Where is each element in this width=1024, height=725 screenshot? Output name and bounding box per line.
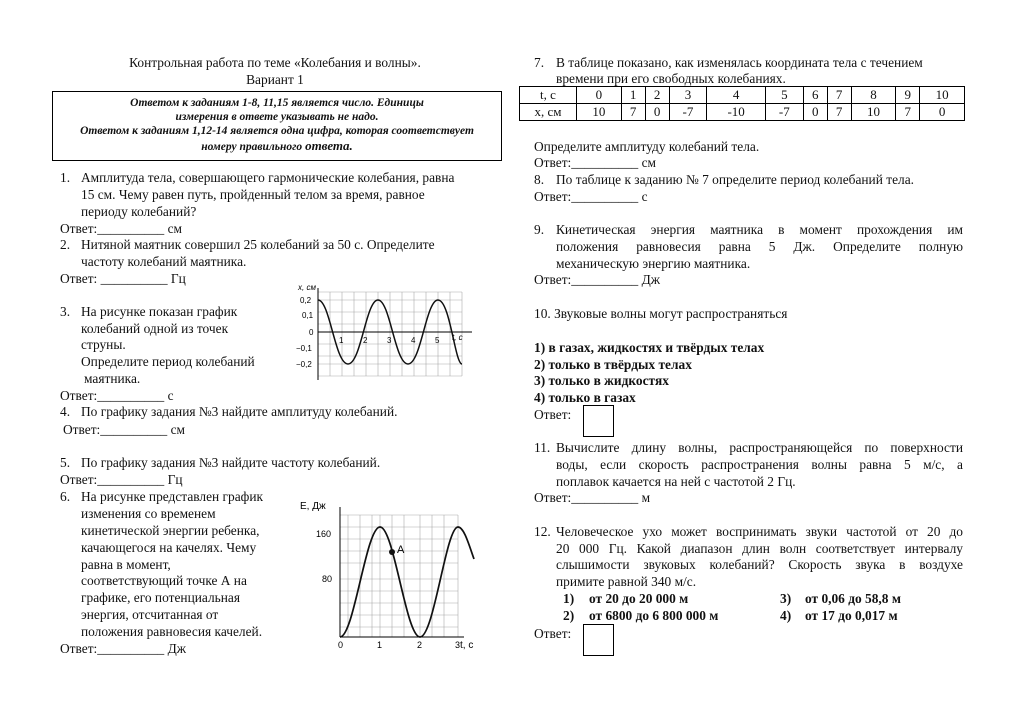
q3-x-label: t, c bbox=[452, 333, 463, 342]
q12-line-1: Человеческое ухо может воспринимать звуки частотой от 20 до bbox=[556, 524, 963, 539]
table-cell: 7 bbox=[621, 104, 645, 121]
table-cell: 7 bbox=[827, 87, 851, 104]
table-cell: -7 bbox=[669, 104, 707, 121]
q12-number: 12. bbox=[534, 524, 551, 539]
q6-line-6: соответствующий точке А на bbox=[81, 573, 247, 588]
table-cell: 10 bbox=[577, 104, 622, 121]
q6-xtick-2: 2 bbox=[417, 640, 423, 650]
q7-number: 7. bbox=[534, 55, 545, 70]
q7-line-1: В таблице показано, как изменялась координата тела с течением bbox=[556, 55, 923, 70]
q6-answer[interactable]: Ответ:__________ Дж bbox=[60, 641, 186, 656]
table-cell: 10 bbox=[851, 104, 896, 121]
table-cell: 7 bbox=[827, 104, 851, 121]
q11-line-1: Вычислите длину волны, распространяющейся по поверхности bbox=[556, 440, 963, 455]
q7-question: Определите амплитуду колебаний тела. bbox=[534, 139, 760, 154]
table-cell: 6 bbox=[803, 87, 827, 104]
table-cell: 2 bbox=[645, 87, 669, 104]
q6-ytick-0: 0 bbox=[338, 640, 344, 650]
q10-option-4[interactable]: 4) только в газах bbox=[534, 390, 636, 405]
q2-number: 2. bbox=[60, 237, 71, 252]
q3-answer[interactable]: Ответ:__________ с bbox=[60, 388, 174, 403]
q3-line-2: колебаний одной из точек bbox=[81, 321, 229, 336]
q12-line-3: слышимости звуковых колебаний? Скорость звука в воздухе bbox=[556, 557, 963, 572]
q6-energy-graph bbox=[294, 495, 490, 651]
q7-table-row-x bbox=[520, 104, 965, 121]
q12-option-2[interactable]: от 6800 до 6 800 000 м bbox=[589, 608, 719, 623]
table-cell: 4 bbox=[707, 87, 766, 104]
q2-line-1: Нитяной маятник совершил 25 колебаний за 50 с. Определите bbox=[81, 237, 435, 252]
q12-line-4: примите равной 340 м/с. bbox=[556, 574, 697, 589]
q6-line-1: На рисунке представлен график bbox=[81, 489, 264, 504]
q1-line-2: 15 см. Чему равен путь, пройденный телом за время, равное bbox=[81, 187, 425, 202]
instructions-line-4 bbox=[53, 138, 501, 155]
q1-answer[interactable]: Ответ:__________ см bbox=[60, 221, 182, 236]
q10-answer-label: Ответ: bbox=[534, 407, 572, 422]
table-cell: 1 bbox=[621, 87, 645, 104]
q3-line-5: маятника. bbox=[84, 371, 141, 386]
q2-line-2: частоту колебаний маятника. bbox=[81, 254, 247, 269]
q3-ytick-neg0.2: −0,2 bbox=[296, 360, 312, 369]
q6-line-3: кинетической энергии ребенка, bbox=[81, 523, 260, 538]
q3-line-4: Определите период колебаний bbox=[81, 354, 255, 369]
q11-line-2: воды, если скорость распространения волны равна 5 м/с, а bbox=[556, 457, 963, 472]
q3-y-label: x, см bbox=[298, 283, 316, 292]
table-cell: 0 bbox=[645, 104, 669, 121]
q3-ytick-0.2: 0,2 bbox=[300, 296, 312, 305]
table-cell: 0 bbox=[577, 87, 622, 104]
q1-line-1: Амплитуда тела, совершающего гармонические колебания, равна bbox=[81, 170, 455, 185]
q11-line-3: поплавок качается на ней с частотой 2 Гц. bbox=[556, 474, 796, 489]
q1-number: 1. bbox=[60, 170, 71, 185]
q12-option-4-num: 4) bbox=[780, 608, 792, 623]
q3-ytick-0.1: 0,1 bbox=[302, 311, 314, 320]
q4-line-1: По графику задания №3 найдите амплитуду колебаний. bbox=[81, 404, 398, 419]
q4-number: 4. bbox=[60, 404, 71, 419]
table-cell: 3 bbox=[669, 87, 707, 104]
instructions-line-4b: ответа. bbox=[305, 138, 353, 153]
q6-x-label: t, c bbox=[460, 640, 474, 651]
q9-line-1: Кинетическая энергия маятника в момент прохождения им bbox=[556, 222, 963, 237]
q2-answer[interactable]: Ответ: __________ Гц bbox=[60, 271, 186, 286]
table-cell: -7 bbox=[765, 104, 803, 121]
q3-ytick-neg0.1: −0,1 bbox=[296, 344, 312, 353]
instructions-line-1: Ответом к заданиям 1-8, 11,15 является число. Единицы bbox=[130, 97, 424, 109]
q5-line-1: По графику задания №3 найдите частоту колебаний. bbox=[81, 455, 381, 470]
q3-ytick-0: 0 bbox=[309, 328, 314, 337]
q3-line-1: На рисунке показан график bbox=[81, 304, 238, 319]
q6-y-label: E, Дж bbox=[300, 501, 326, 512]
table-cell: t, с bbox=[520, 87, 577, 104]
table-cell: 0 bbox=[803, 104, 827, 121]
q3-number: 3. bbox=[60, 304, 71, 319]
q7-data-table bbox=[519, 86, 965, 121]
q5-number: 5. bbox=[60, 455, 71, 470]
table-cell: 8 bbox=[851, 87, 896, 104]
page-title: Контрольная работа по теме «Колебания и волны». bbox=[129, 55, 421, 70]
table-cell: 7 bbox=[896, 104, 920, 121]
q9-line-2: положения равновесия равна 5 Дж. Определите полную bbox=[556, 239, 963, 254]
q10-option-1[interactable]: 1) в газах, жидкостях и твёрдых телах bbox=[534, 340, 765, 355]
q11-number: 11. bbox=[534, 440, 551, 455]
table-cell: x, см bbox=[520, 104, 577, 121]
q12-answer-box[interactable] bbox=[583, 624, 614, 656]
q9-answer[interactable]: Ответ:__________ Дж bbox=[534, 272, 660, 287]
q5-answer[interactable]: Ответ:__________ Гц bbox=[60, 472, 183, 487]
q6-line-4: качающегося на качелях. Чему bbox=[81, 540, 257, 555]
instructions-line-2: измерения в ответе указывать не надо. bbox=[175, 111, 379, 123]
q12-option-4[interactable]: от 17 до 0,017 м bbox=[805, 608, 898, 623]
q10-option-2[interactable]: 2) только в твёрдых телах bbox=[534, 357, 692, 372]
q12-option-2-num: 2) bbox=[563, 608, 575, 623]
q6-line-8: энергия, отсчитанная от bbox=[81, 607, 219, 622]
q9-number: 9. bbox=[534, 222, 545, 237]
q11-answer[interactable]: Ответ:__________ м bbox=[534, 490, 651, 505]
instructions-line-4a: номеру правильного bbox=[201, 141, 306, 153]
table-cell: 5 bbox=[765, 87, 803, 104]
q6-ytick-80: 80 bbox=[322, 574, 333, 584]
variant-label: Вариант 1 bbox=[246, 72, 304, 87]
q6-line-5: равна в момент, bbox=[81, 557, 171, 572]
instructions-box bbox=[52, 91, 502, 161]
q6-xtick-1: 1 bbox=[377, 640, 383, 650]
q6-line-2: изменения со временем bbox=[81, 506, 216, 521]
q6-ytick-160: 160 bbox=[316, 529, 332, 539]
q7-table-row-time bbox=[520, 87, 965, 104]
q12-option-1-num: 1) bbox=[563, 591, 575, 606]
q3-line-3: струны. bbox=[81, 337, 126, 352]
q12-option-3[interactable]: от 0,06 до 58,8 м bbox=[805, 591, 901, 606]
q3-xtick-2: 2 bbox=[363, 336, 368, 345]
q3-xtick-5: 5 bbox=[435, 336, 440, 345]
q7-line-2: времени при его свободных колебаниях. bbox=[556, 71, 786, 86]
q6-line-9: положения равновесия качелей. bbox=[81, 624, 263, 639]
table-cell: 9 bbox=[896, 87, 920, 104]
q6-line-7: графике, его потенциальная bbox=[81, 590, 241, 605]
q3-xtick-4: 4 bbox=[411, 336, 416, 345]
q6-xtick-3: 3 bbox=[455, 640, 461, 650]
q1-line-3: периоду колебаний? bbox=[81, 204, 197, 219]
instructions-line-3: Ответом к заданиям 1,12-14 является одна цифра, которая соответствует bbox=[80, 125, 474, 137]
q3-oscillation-graph bbox=[288, 282, 478, 386]
table-cell: 10 bbox=[920, 87, 965, 104]
table-cell: 0 bbox=[920, 104, 965, 121]
q12-option-1[interactable]: от 20 до 20 000 м bbox=[589, 591, 689, 606]
q6-number: 6. bbox=[60, 489, 71, 504]
q10-option-3[interactable]: 3) только в жидкостях bbox=[534, 373, 669, 388]
q8-line-1: По таблице к заданию № 7 определите период колебаний тела. bbox=[556, 172, 915, 187]
q12-answer-label: Ответ: bbox=[534, 626, 572, 641]
q8-answer[interactable]: Ответ:__________ с bbox=[534, 189, 648, 204]
q7-answer[interactable]: Ответ:__________ см bbox=[534, 155, 656, 170]
q9-line-3: механическую энергию маятника. bbox=[556, 256, 751, 271]
q3-xtick-3: 3 bbox=[387, 336, 392, 345]
q3-xtick-1: 1 bbox=[339, 336, 344, 345]
q4-answer[interactable]: Ответ:__________ см bbox=[63, 422, 185, 437]
q12-line-2: 20 000 Гц. Какой диапазон длин волн соответствует интервалу bbox=[556, 541, 963, 556]
q8-number: 8. bbox=[534, 172, 545, 187]
q6-point-a bbox=[389, 549, 395, 555]
q12-option-3-num: 3) bbox=[780, 591, 792, 606]
q10-line-1: 10. Звуковые волны могут распространяться bbox=[534, 306, 788, 321]
q10-answer-box[interactable] bbox=[583, 405, 614, 437]
table-cell: -10 bbox=[707, 104, 766, 121]
q6-point-a-label: A bbox=[397, 544, 405, 556]
